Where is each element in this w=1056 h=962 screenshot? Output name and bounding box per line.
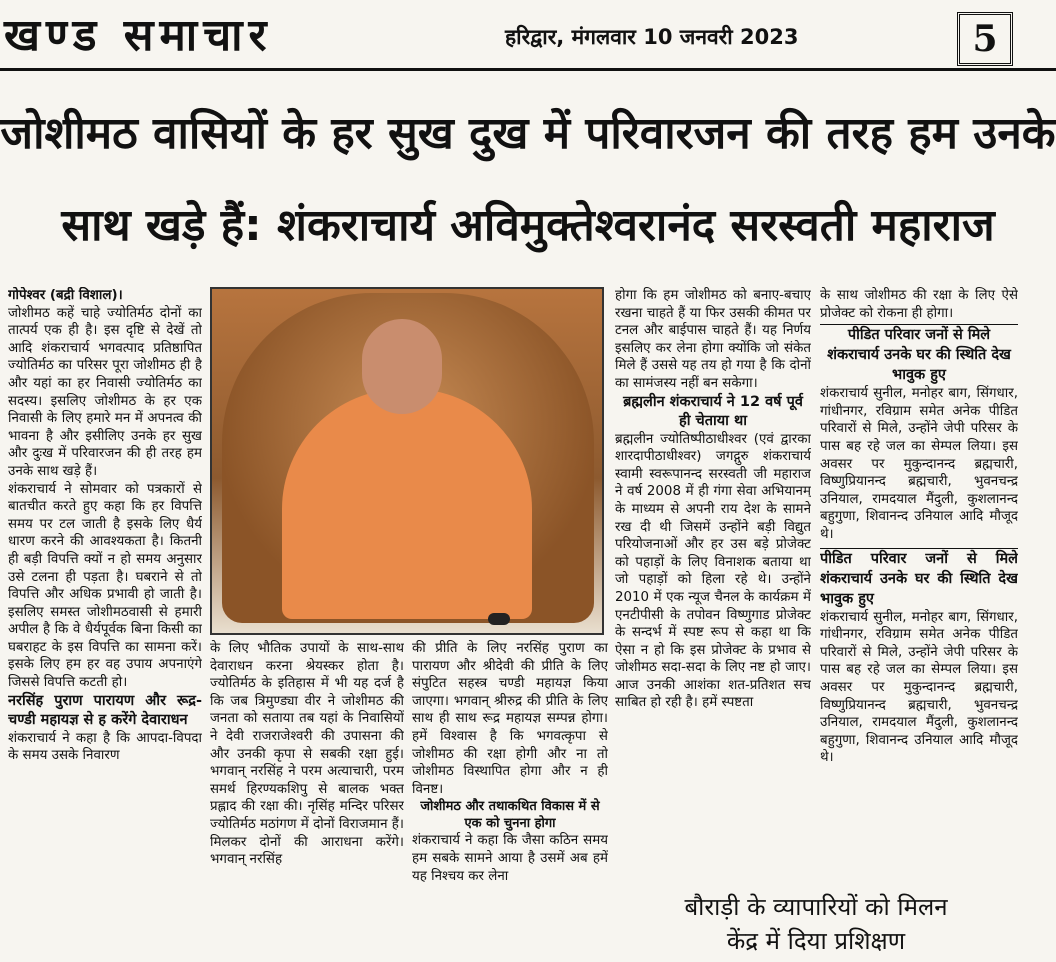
box-1-text: शंकराचार्य सुनील, मनोहर बाग, सिंगधार, गांधीनगर, रविग्राम समेत अनेक पीडित परिवारों से मिले, उन्होंने जेपी परिसर के पास बह रहे जल का सेम्पल लिया। इस अवसर पर मुकुन्दानन्द ब्रह्मचारी, विष्णुप्रियानन्द ब्रह्मचारी, भुवनचन्द्र उनियाल, रामदयाल मैंदुली, कुशलानन्द बहुगुणा, शिवानन्द उनियाल आदि मौजूद थे। [820, 386, 1018, 542]
col4-subheading: ब्रह्मलीन शंकराचार्य ने 12 वर्ष पूर्व ही चेताया था [623, 393, 803, 429]
section-name: खण्ड समाचार [4, 10, 273, 61]
headline-line-1: जोशीमठ वासियों के हर सुख दुख में परिवारजन की तरह हम उनके [0, 108, 1056, 159]
box-2 [820, 548, 1018, 767]
dateline: हरिद्वार, मंगलवार 10 जनवरी 2023 [505, 25, 799, 49]
story-dateline: गोपेश्वर (बद्री विशाल)। [8, 288, 123, 303]
second-story-headline [612, 890, 1020, 958]
masthead [0, 0, 1056, 70]
col1-paragraph-1: जोशीमठ कहें चाहे ज्योतिर्मठ दोनों का तात्पर्य एक ही है। इस दृष्टि से देखें तो आदि शंकराचार्य भगवत्पाद प्रतिष्ठापित ज्योतिर्मठ का परिसर पूरा जोशीमठ ही है और यहां का हर निवासी ज्योतिर्मठ का सदस्य। इसलिए जोशीमठ के हर एक निवासी के लिए हमारे मन में अपनत्व की भावना है और इसीलिए उनके हर सुख और दुःख में परिवारजन की ही तरह हम उनके साथ खड़े हैं। [8, 305, 202, 479]
col1-subheading: नरसिंह पुराण पारायण और रूद्र-चण्डी महायज्ञ से ह करेंगे देवाराधन [8, 692, 202, 728]
page-number-box: 5 [957, 12, 1013, 66]
news-photo [210, 287, 604, 635]
box-1 [820, 324, 1018, 543]
column-5 [820, 287, 1018, 885]
box-1-heading: पीडित परिवार जनों से मिले शंकराचार्य उनके घर की स्थिति देख भावुक हुए [827, 327, 1011, 384]
column-3 [412, 640, 608, 962]
column-1 [8, 287, 202, 962]
col4-paragraph-1: होगा कि हम जोशीमठ को बनाए-बचाए रखना चाहते हैं या फिर उसकी कीमत पर टनल और बाईपास चाहते हैं। यह निर्णय इसलिए कर लेना होगा क्योंकि जो संकेत मिले हैं उससे यह तय हो गया है कि दोनों का सामंजस्य नहीं बन सकेगा। [615, 288, 811, 391]
main-headline [0, 88, 1056, 272]
col2-paragraph-1: के लिए भौतिक उपायों के साथ-साथ देवाराधन करना श्रेयस्कर होता है। ज्योतिर्मठ के इतिहास में भी यह दर्ज है कि जब त्रिमुण्ड्या वीर ने जोशीमठ की जनता को सताया तब यहां के निवासियों ने देवी राजराजेश्वरी की उपासना की और उनकी कृपा से सबकी रक्षा हुई। भगवान् नरसिंह ने परम अत्याचारी, परम समर्थ हिरण्यकशिपु से बालक भक्त प्रह्लाद की रक्षा की। नृसिंह मन्दिर परिसर ज्योतिर्मठ मठांगण में दोनों विराजमान हैं। मिलकर दोनों की आराधना करेंगे। भगवान् नरसिंह [210, 641, 404, 868]
microphone-icon [488, 613, 510, 625]
col5-paragraph-1: के साथ जोशीमठ की रक्षा के लिए ऐसे प्रोजेक्ट को रोकना ही होगा। [820, 288, 1018, 321]
second-headline-line-1: बौराड़ी के व्यापारियों को मिलन [684, 893, 948, 921]
person-head-shape [362, 319, 442, 414]
col3-subheading: जोशीमठ और तथाकथित विकास में से एक को चुनना होगा [420, 799, 600, 832]
column-4 [615, 287, 811, 885]
col4-paragraph-2: ब्रह्मलीन ज्योतिष्पीठाधीश्वर (एवं द्वारका शारदापीठाधीश्वर) जगद्गुरु शंकराचार्य स्वामी स्वरूपानन्द सरस्वती जी महाराज ने वर्ष 2008 में ही गंगा सेवा अभियानम् के माध्यम से अपनी राय देश के सामने रख दी थी जिसमें उन्होंने बड़ी विद्युत परियोजनाओं और हर उस बड़े प्रोजेक्ट को पहाड़ों के लिए विनाशक बताया था जो पहाड़ों को हिला रहे थे। उन्होंने 2010 में एक न्यूज चैनल के कार्यक्रम में एनटीपीसी के तपोवन विष्णुगाड प्रोजेक्ट के सन्दर्भ में स्पष्ट रूप से कहा था कि ऐसा न हो कि इस प्रोजेक्ट के प्रभाव से जोशीमठ सदा-सदा के लिए नष्ट हो जाए। आज उनकी आशंका शत-प्रतिशत सच साबित हो रही है। हमें स्पष्टता [615, 431, 811, 711]
column-2 [210, 640, 404, 962]
box-2-text: शंकराचार्य सुनील, मनोहर बाग, सिंगधार, गांधीनगर, रविग्राम समेत अनेक पीडित परिवारों से मिले, उन्होंने जेपी परिसर के पास बह रहे जल का सेम्पल लिया। इस अवसर पर मुकुन्दानन्द ब्रह्मचारी, विष्णुप्रियानन्द ब्रह्मचारी, भुवनचन्द्र उनियाल, रामदयाल मैंदुली, कुशलानन्द बहुगुणा, शिवानन्द उनियाल आदि मौजूद थे। [820, 609, 1018, 766]
col1-paragraph-3: शंकराचार्य ने कहा है कि आपदा-विपदा के समय उसके निवारण [8, 730, 202, 764]
box-2-heading: पीडित परिवार जनों से मिले शंकराचार्य उनके घर की स्थिति देख भावुक हुए [820, 550, 1018, 607]
col3-paragraph-1: की प्रीति के लिए नरसिंह पुराण का पारायण और श्रीदेवी की प्रीति के लिए संपुटित सहस्त्र चण्डी महायज्ञ किया जाएगा। भगवान् श्रीरुद्र की प्रीति के लिए साथ ही साथ रूद्र महायज्ञ सम्पन्न होगा। हमें विश्वास है कि भगवत्कृपा से जोशीमठ की रक्षा होगी और ना तो जोशीमठ विस्थापित होगा और न ही विनष्ट। [412, 641, 608, 797]
headline-line-2: साथ खड़े हैं: शंकराचार्य अविमुक्तेश्वरानंद सरस्वती महाराज [61, 200, 995, 251]
second-headline-line-2: केंद्र में दिया प्रशिक्षण [726, 927, 906, 955]
masthead-rule [0, 68, 1056, 71]
robe-shape [282, 389, 532, 619]
col3-paragraph-2: शंकराचार्य ने कहा कि जैसा कठिन समय हम सबके सामने आया है उसमें अब हमें यह निश्चय कर लेना [412, 833, 608, 884]
col1-paragraph-2: शंकराचार्य ने सोमवार को पत्रकारों से बातचीत करते हुए कहा कि हर विपत्ति समय पर टल जाती है इसके लिए धैर्य धारण करने की आवश्यकता है। कितनी ही बड़ी विपत्ति क्यों न हो समय अनुसार उसे टलना ही पड़ता है। घबराने से तो विपत्ति और अधिक प्रभावी हो जाती है। इसलिए समस्त जोशीमठवासी से हमारी अपील है कि वे धैर्यपूर्वक बिना किसी का घबराहट के इस विपत्ति का सामना करें। इसके लिए हम हर वह उपाय अपनाएंगे जिससे विपत्ति कटती हो। [8, 481, 202, 691]
